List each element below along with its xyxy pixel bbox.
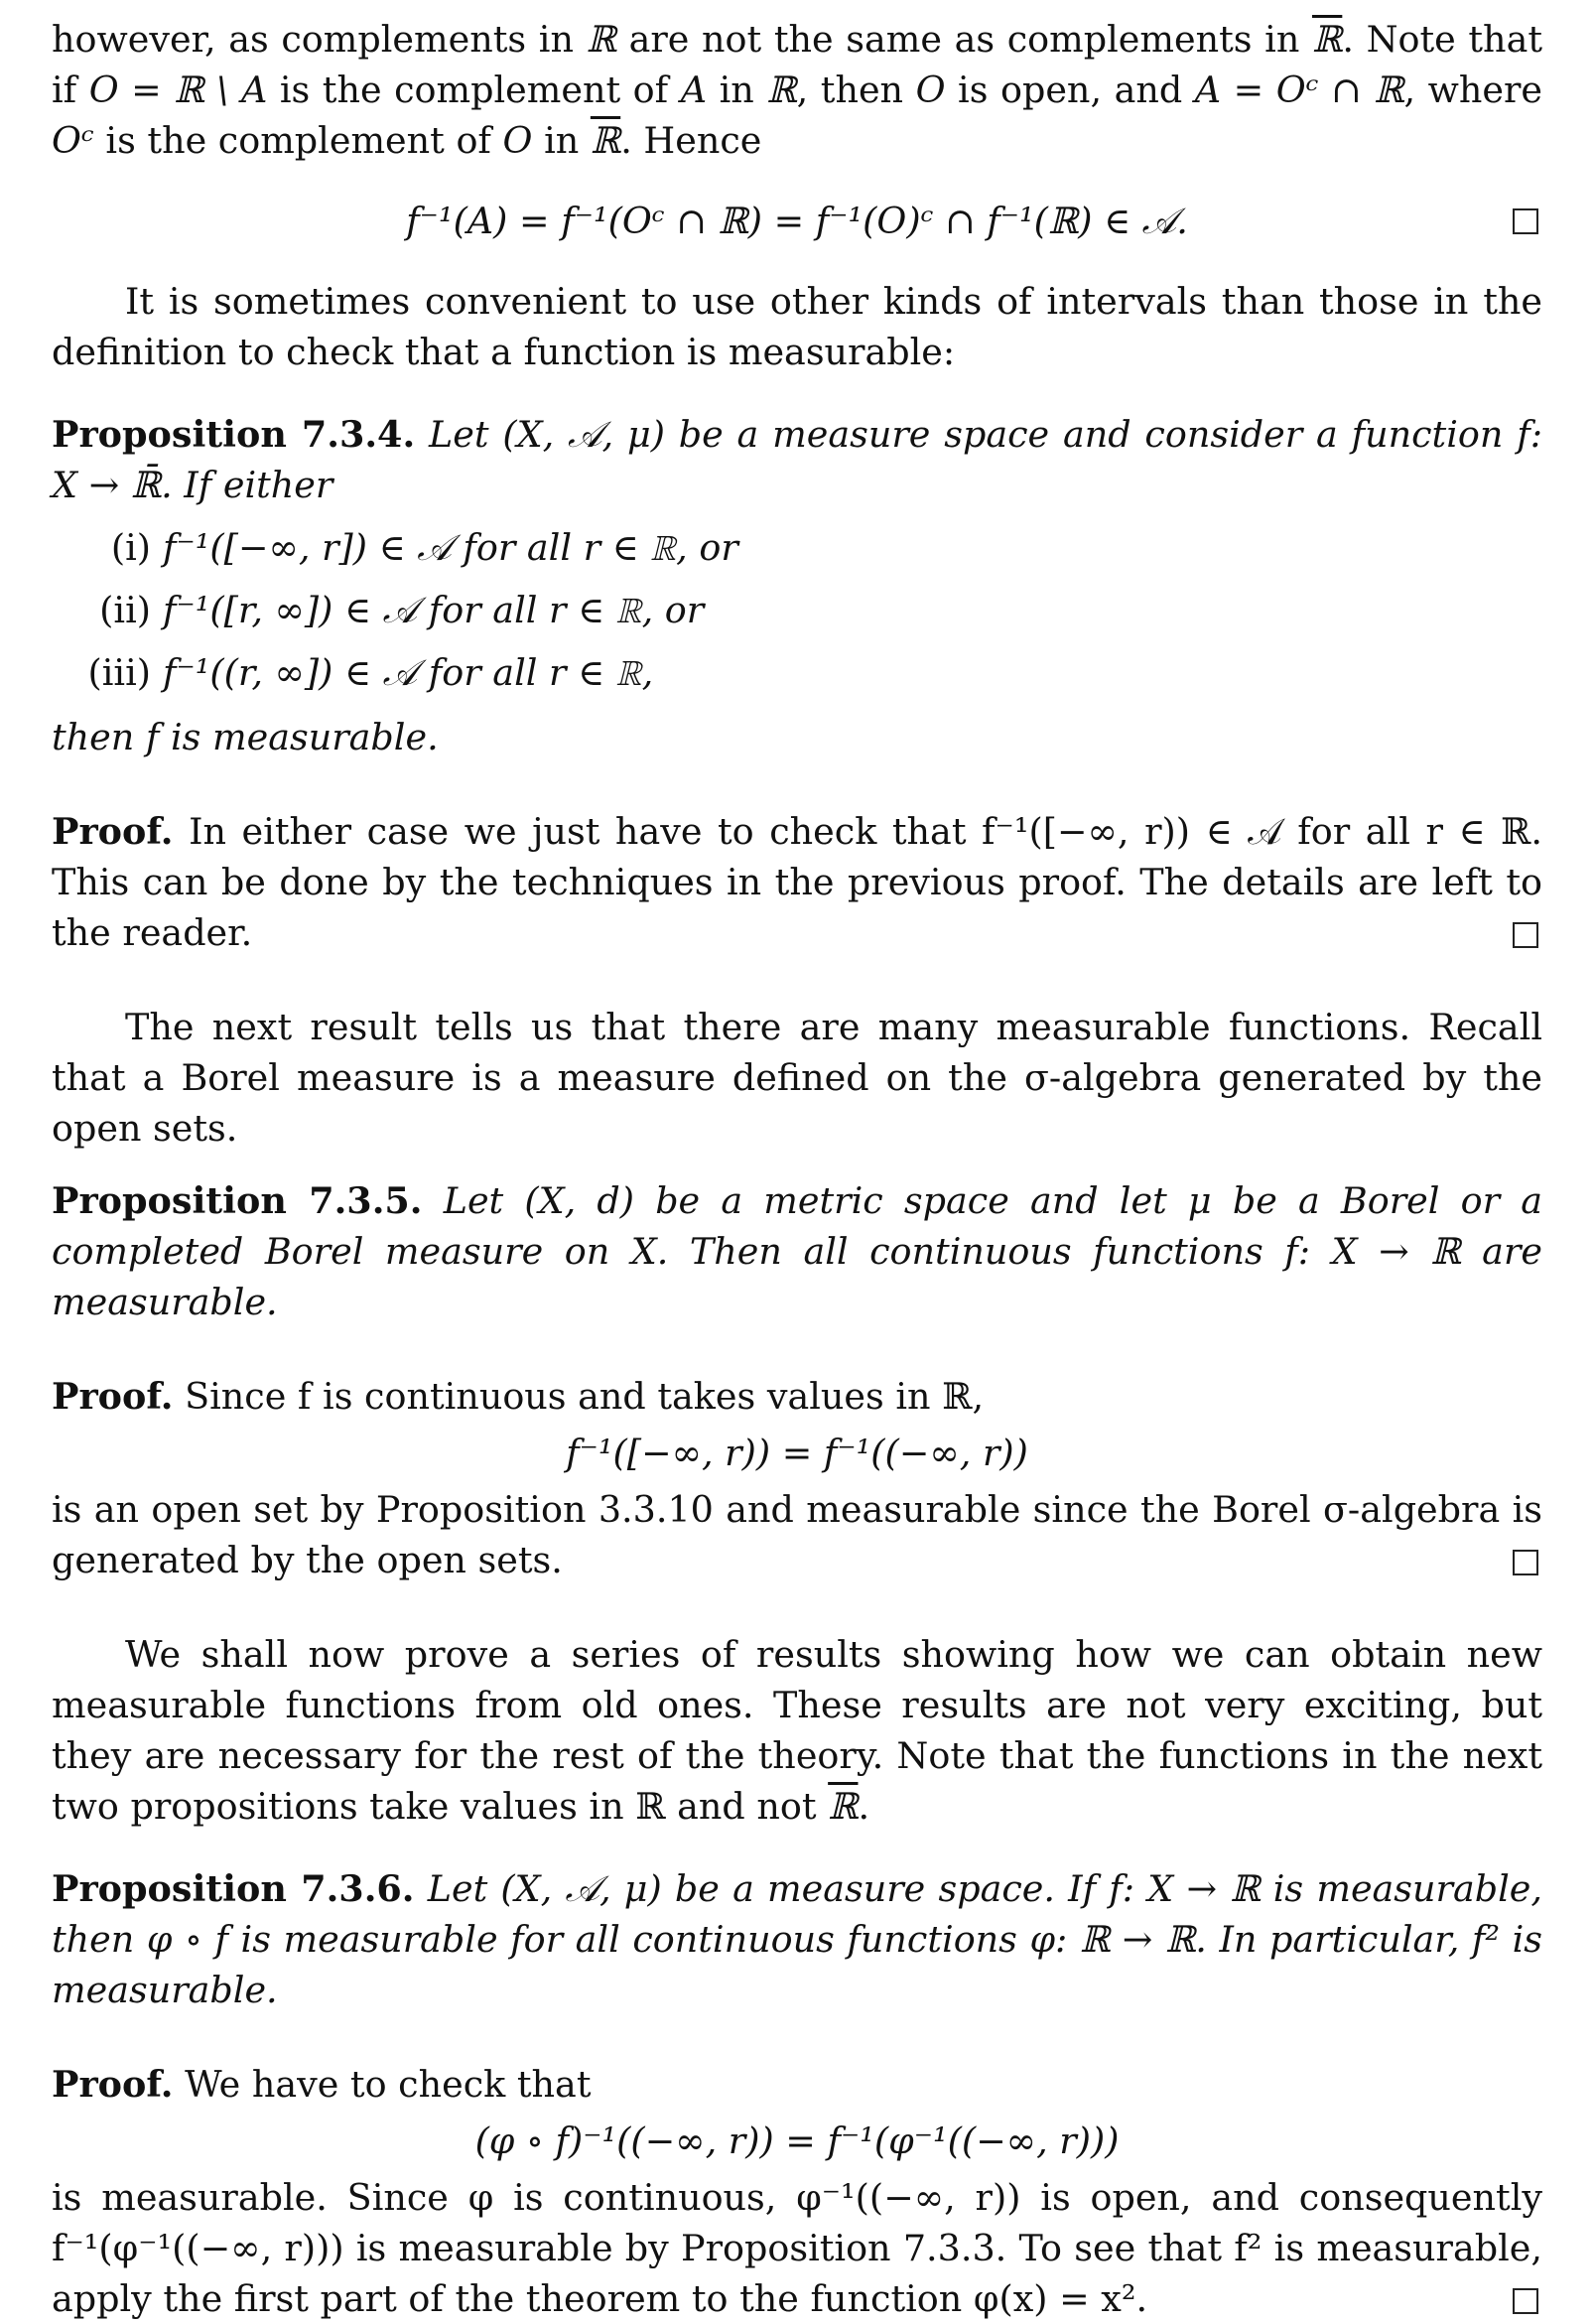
list-item bbox=[52, 647, 1542, 698]
text-span: is the complement of bbox=[267, 68, 681, 111]
math-Rbar: ℝ bbox=[828, 1785, 859, 1828]
text-span: , where bbox=[1403, 68, 1543, 111]
proof-text: is measurable. Since φ is continuous, φ⁻¹((−∞, r)) is open, and consequently f⁻¹(φ⁻¹((−∞, r))) is measurable by Proposition 7.3.3. To see that f² is measurable, apply the first part of the theorem to the function φ(x) = x². bbox=[52, 2176, 1542, 2320]
paragraph-borel: The next result tells us that there are many measurable functions. Recall that a Borel measure is a measure defined on the σ-algebra generated by the open sets. bbox=[52, 1006, 1542, 1150]
text-span: in bbox=[707, 68, 767, 111]
text-span: is the complement of bbox=[93, 119, 503, 162]
proof-7-3-4 bbox=[52, 806, 1542, 958]
math-A-eq: A = Oᶜ ∩ ℝ bbox=[1194, 68, 1404, 111]
list-text: f⁻¹([−∞, r]) ∈ 𝒜 for all r ∈ ℝ, or bbox=[163, 526, 738, 569]
math-O: O bbox=[502, 119, 533, 162]
equation-3 bbox=[52, 2116, 1542, 2166]
qed-box-icon bbox=[1513, 2288, 1538, 2314]
paragraph-complements bbox=[52, 14, 1542, 166]
list-item bbox=[52, 585, 1542, 635]
text-span: in bbox=[532, 119, 591, 162]
list-label: (iii) bbox=[87, 651, 151, 694]
proposition-conclusion: then f is measurable. bbox=[52, 716, 439, 758]
math-O-def: O = ℝ \ A bbox=[88, 68, 268, 111]
math-R: ℝ bbox=[766, 68, 797, 111]
math-Rbar: ℝ bbox=[1311, 18, 1343, 61]
proposition-list bbox=[52, 522, 1542, 698]
proof-heading: Proof. bbox=[52, 810, 174, 853]
text-span: are not the same as complements in bbox=[615, 18, 1312, 61]
proposition-text: Let (X, d) be a metric space and let μ be a Borel or a completed Borel measure on X. Then all continuous functions f: X → ℝ are measurable. bbox=[52, 1179, 1542, 1323]
math-Oc: Oᶜ bbox=[52, 119, 94, 162]
text-span: . Hence bbox=[620, 119, 762, 162]
proof-text: is an open set by Proposition 3.3.10 and measurable since the Borel σ-algebra is generated by the open sets. bbox=[52, 1488, 1542, 1581]
math-Rbar: ℝ bbox=[590, 119, 621, 162]
paragraph-intervals: It is sometimes convenient to use other kinds of intervals than those in the definition to check that a function is measurable: bbox=[52, 280, 1542, 373]
text-span: however, as complements in bbox=[52, 18, 587, 61]
proposition-7-3-4 bbox=[52, 409, 1542, 762]
text-span: is open, and bbox=[945, 68, 1195, 111]
proposition-text: Let (X, 𝒜, μ) be a measure space and consider a function f: X → ℝ̄. If either bbox=[52, 413, 1543, 506]
qed-box-icon bbox=[1513, 922, 1538, 948]
paragraph-new-functions bbox=[52, 1629, 1542, 1832]
proposition-7-3-5 bbox=[52, 1175, 1542, 1327]
list-text: f⁻¹((r, ∞]) ∈ 𝒜 for all r ∈ ℝ, bbox=[163, 651, 654, 694]
list-label: (ii) bbox=[99, 589, 151, 631]
proof-text: In either case we just have to check that f⁻¹([−∞, r)) ∈ 𝒜 for all r ∈ ℝ. This can be done by the techniques in the previous proof. The details are left to the reader. bbox=[52, 810, 1542, 954]
proposition-heading: Proposition 7.3.6. bbox=[52, 1867, 415, 1910]
proof-heading: Proof. bbox=[52, 1375, 174, 1418]
proposition-heading: Proposition 7.3.4. bbox=[52, 413, 416, 456]
equation-text: f⁻¹(A) = f⁻¹(Oᶜ ∩ ℝ) = f⁻¹(O)ᶜ ∩ f⁻¹(ℝ) ∈ 𝒜. bbox=[406, 200, 1188, 242]
proof-heading: Proof. bbox=[52, 2063, 174, 2106]
text-span: . Note that if bbox=[52, 18, 1542, 111]
text-span: We shall now prove a series of results showing how we can obtain new measurable functions from old ones. These results are not very exciting, but they are necessary for the rest of the theory. Note that the functions in the next two propositions take values in ℝ and not bbox=[52, 1633, 1542, 1828]
document-page bbox=[52, 14, 1542, 2324]
proof-text: We have to check that bbox=[185, 2063, 592, 2106]
list-item bbox=[52, 522, 1542, 573]
proof-text: Since f is continuous and takes values in ℝ, bbox=[185, 1375, 985, 1418]
proposition-7-3-6 bbox=[52, 1863, 1542, 2015]
list-label: (i) bbox=[110, 526, 151, 569]
text-span: . bbox=[858, 1785, 870, 1828]
proposition-heading: Proposition 7.3.5. bbox=[52, 1179, 423, 1222]
math-R: ℝ bbox=[586, 18, 616, 61]
math-A: A bbox=[680, 68, 708, 111]
list-text: f⁻¹([r, ∞]) ∈ 𝒜 for all r ∈ ℝ, or bbox=[163, 589, 705, 631]
equation-2 bbox=[52, 1428, 1542, 1478]
proposition-text: Let (X, 𝒜, μ) be a measure space. If f: X → ℝ is measurable, then φ ∘ f is measurable for all continuous functions φ: ℝ → ℝ. In particular, f² is measurable. bbox=[52, 1867, 1543, 2011]
text-span: , then bbox=[796, 68, 916, 111]
math-O: O bbox=[915, 68, 946, 111]
qed-box-icon bbox=[1513, 1550, 1538, 1575]
equation-1 bbox=[52, 196, 1542, 246]
proof-7-3-5 bbox=[52, 1371, 1542, 1585]
equation-text: f⁻¹([−∞, r)) = f⁻¹((−∞, r)) bbox=[566, 1432, 1028, 1474]
proof-7-3-6 bbox=[52, 2059, 1542, 2324]
qed-box-icon bbox=[1513, 208, 1538, 234]
equation-text: (φ ∘ f)⁻¹((−∞, r)) = f⁻¹(φ⁻¹((−∞, r))) bbox=[474, 2119, 1120, 2162]
